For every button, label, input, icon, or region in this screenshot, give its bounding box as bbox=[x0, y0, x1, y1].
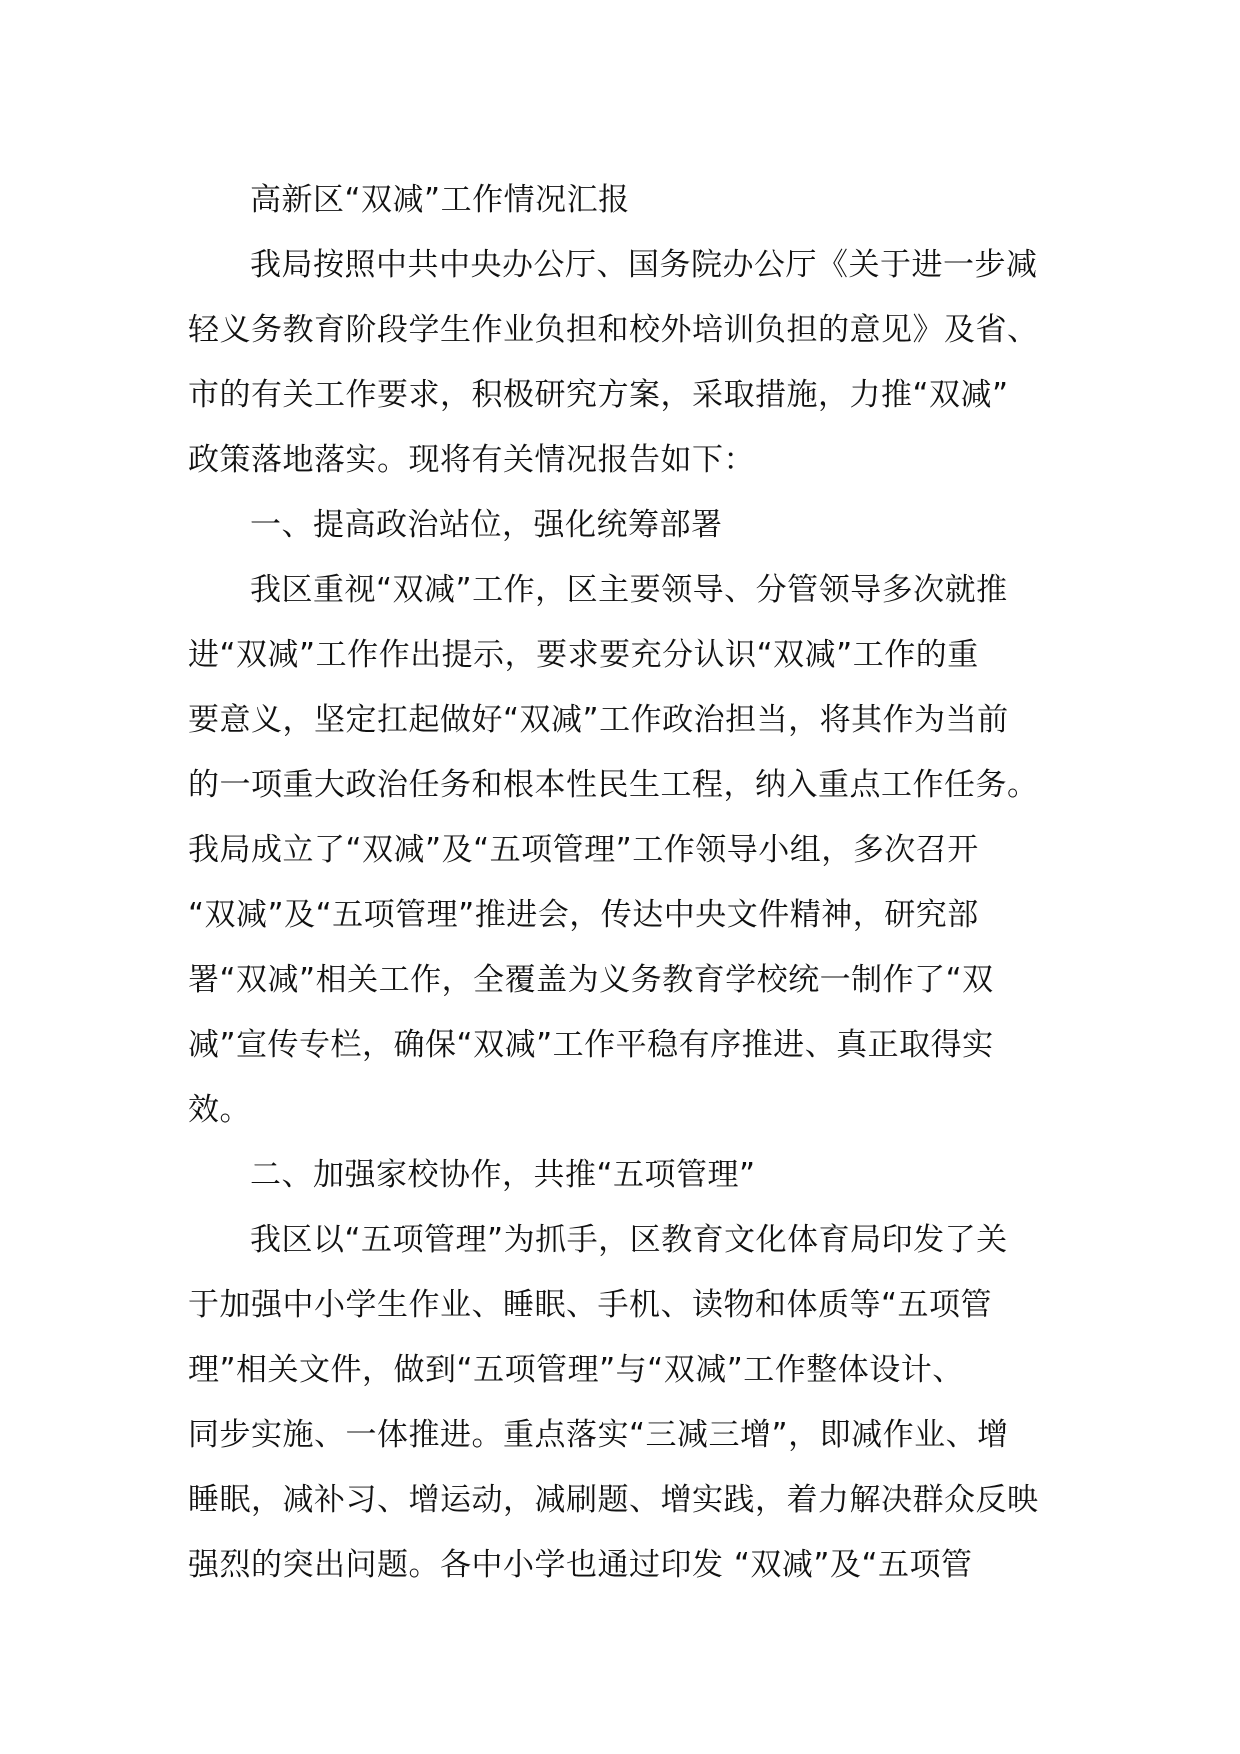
section-heading-1: 一、提高政治站位，强化统筹部署 bbox=[250, 507, 723, 543]
section-heading-2: 二、加强家校协作，共推“五项管理” bbox=[250, 1157, 756, 1193]
paragraph-line: 我区以“五项管理”为抓手，区教育文化体育局印发了关 bbox=[250, 1222, 1008, 1258]
paragraph-line: 进“双减”工作作出提示，要求要充分认识“双减”工作的重 bbox=[188, 637, 979, 673]
paragraph-line: 效。 bbox=[188, 1092, 251, 1128]
document-title: 高新区“双减”工作情况汇报 bbox=[250, 182, 630, 218]
paragraph-line: 理”相关文件，做到“五项管理”与“双减”工作整体设计、 bbox=[188, 1352, 964, 1388]
paragraph-line: 轻义务教育阶段学生作业负担和校外培训负担的意见》及省、 bbox=[188, 312, 1039, 348]
document-page bbox=[188, 168, 1058, 1598]
paragraph-line: 睡眠，减补习、增运动，减刷题、增实践，着力解决群众反映 bbox=[188, 1482, 1039, 1518]
paragraph-line: 政策落地落实。现将有关情况报告如下： bbox=[188, 442, 755, 478]
paragraph-line: 减”宣传专栏，确保“双减”工作平稳有序推进、真正取得实 bbox=[188, 1027, 994, 1063]
paragraph-line: 我区重视“双减”工作，区主要领导、分管领导多次就推 bbox=[250, 572, 1008, 608]
paragraph-line: 同步实施、一体推进。重点落实“三减三增”，即减作业、增 bbox=[188, 1417, 1009, 1453]
paragraph-line: 的一项重大政治任务和根本性民生工程，纳入重点工作任务。 bbox=[188, 767, 1039, 803]
paragraph-line: 我局成立了“双减”及“五项管理”工作领导小组，多次召开 bbox=[188, 832, 979, 868]
paragraph-line: 署“双减”相关工作，全覆盖为义务教育学校统一制作了“双 bbox=[188, 962, 994, 998]
paragraph-line: 于加强中小学生作业、睡眠、手机、读物和体质等“五项管 bbox=[188, 1287, 993, 1323]
paragraph-line: 我局按照中共中央办公厅、国务院办公厅《关于进一步减 bbox=[250, 247, 1038, 283]
paragraph-line: 要意义，坚定扛起做好“双减”工作政治担当，将其作为当前 bbox=[188, 702, 1009, 738]
paragraph-line: “双减”及“五项管理”推进会，传达中央文件精神，研究部 bbox=[188, 897, 979, 933]
paragraph-line: 强烈的突出问题。各中小学也通过印发 “双减”及“五项管 bbox=[188, 1547, 973, 1583]
paragraph-line: 市的有关工作要求，积极研究方案，采取措施，力推“双减” bbox=[188, 377, 1009, 413]
